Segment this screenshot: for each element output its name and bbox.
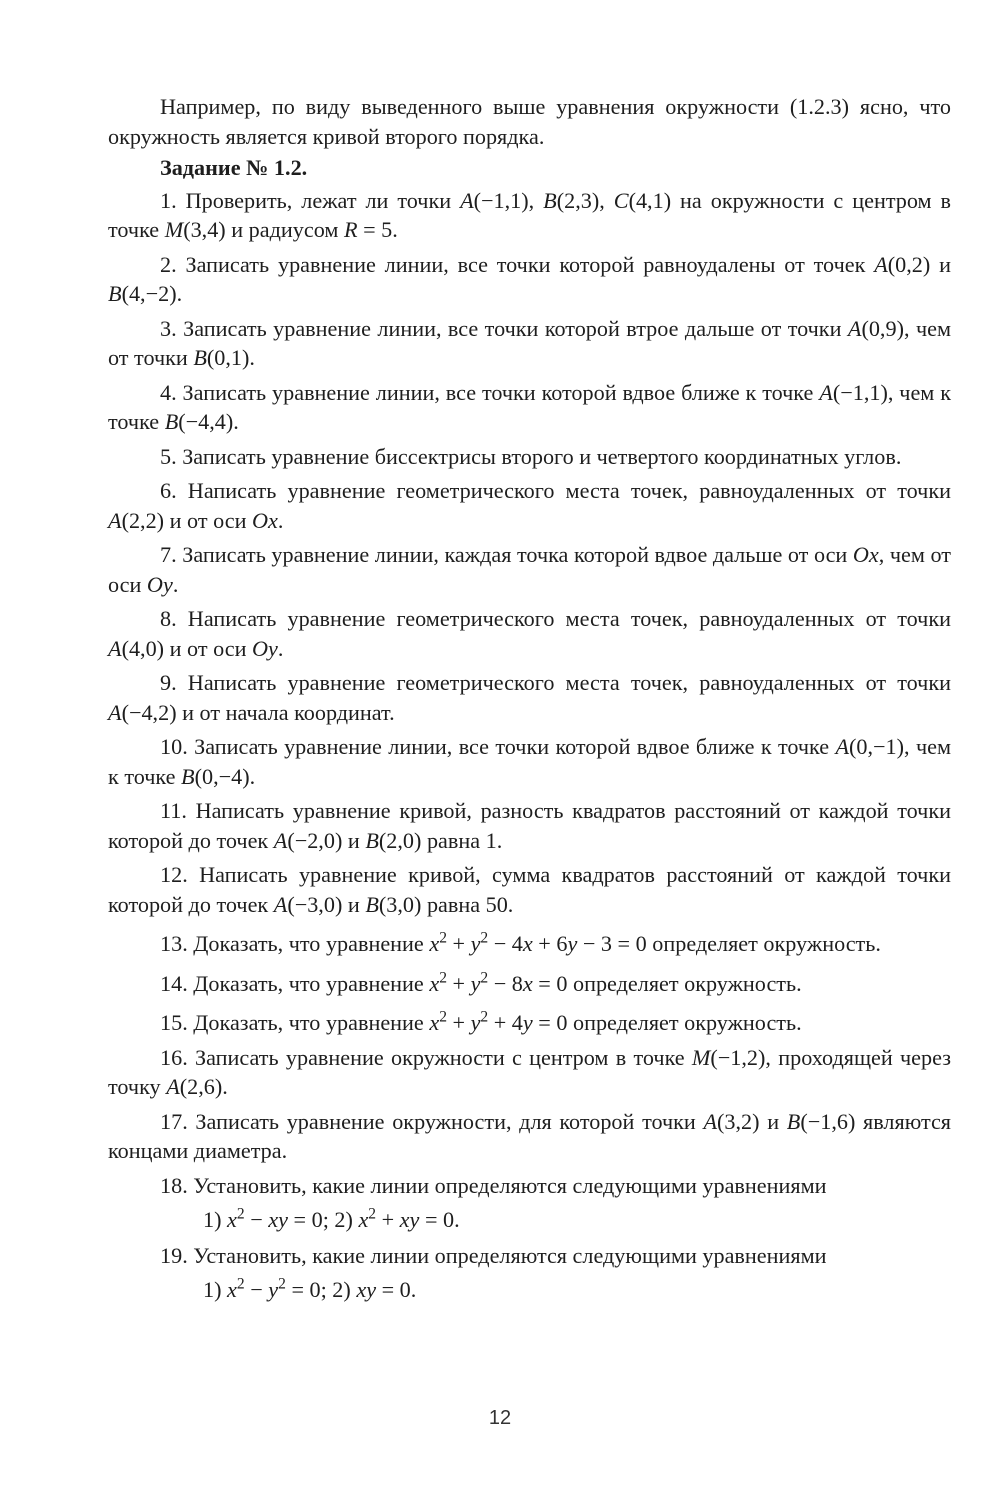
problem-text: Доказать, что уравнение bbox=[193, 970, 430, 996]
problem-number: 2. bbox=[160, 251, 186, 277]
math-expression: M(−1,2) bbox=[691, 1044, 766, 1070]
problem-text: Записать уравнение окружности с центром в точке bbox=[195, 1044, 692, 1070]
math-expression: B(4,−2) bbox=[108, 281, 177, 306]
problem-text: . bbox=[249, 345, 255, 370]
problem-item bbox=[108, 604, 951, 663]
problem-text: Написать уравнение геометрического места точек, равноудаленных от точки bbox=[187, 478, 951, 503]
problem-text: , чем к точке bbox=[108, 379, 952, 434]
problem-text: Доказать, что уравнение bbox=[193, 1010, 430, 1035]
problem-number: 1. bbox=[160, 187, 186, 213]
problem-text: Записать уравнение окружности, для которой точки bbox=[195, 1108, 704, 1134]
problem-text: . bbox=[172, 571, 179, 597]
math-expression: $x^2 + y^2 - 8x = 0$ bbox=[429, 968, 568, 996]
math-expression: A(−2,0) bbox=[273, 827, 343, 853]
problem-item bbox=[108, 969, 951, 999]
problem-text: ; 2) bbox=[320, 1277, 357, 1302]
math-expression: A(−1,1) bbox=[819, 379, 888, 405]
math-expression: Ox bbox=[252, 507, 278, 533]
problem-text: и радиусом bbox=[225, 217, 344, 242]
problem-text: и bbox=[342, 891, 366, 917]
problem-text: Написать уравнение кривой, разность квадратов расстояний от каждой точки которой до точек bbox=[108, 798, 951, 853]
problem-text: . bbox=[454, 1207, 460, 1232]
problem-number: 16. bbox=[160, 1044, 195, 1070]
problem-text: Написать уравнение геометрического места точек, равноудаленных от точки bbox=[187, 606, 951, 631]
problem-item bbox=[108, 1171, 951, 1201]
problem-number: 5. bbox=[160, 443, 183, 469]
problem-item bbox=[108, 860, 951, 919]
math-expression: B(−4,4) bbox=[164, 409, 234, 434]
problem-equations-line bbox=[108, 1275, 951, 1305]
problem-number: 9. bbox=[160, 670, 188, 695]
problem-text: и bbox=[930, 251, 952, 277]
problem-text: . bbox=[392, 217, 398, 242]
math-expression: M(3,4) bbox=[164, 217, 226, 242]
problem-text: и bbox=[759, 1108, 787, 1134]
problem-item bbox=[108, 314, 951, 373]
problem-item bbox=[108, 442, 951, 472]
problem-text: , bbox=[528, 187, 544, 213]
problem-item bbox=[108, 1107, 951, 1166]
math-expression: C(4,1) bbox=[613, 187, 672, 213]
problem-number: 6. bbox=[160, 478, 188, 503]
problem-text: Установить, какие линии определяются следующими уравнениями bbox=[193, 1172, 827, 1198]
problem-text: 1) bbox=[203, 1207, 228, 1232]
problem-text: Написать уравнение геометрического места точек, равноудаленных от точки bbox=[187, 670, 951, 695]
problem-list bbox=[108, 186, 951, 1305]
problem-text: Записать уравнение линии, каждая точка которой вдвое дальше от оси bbox=[182, 542, 853, 567]
problem-text: , чем от оси bbox=[108, 542, 952, 597]
problem-number: 13. bbox=[160, 931, 194, 956]
math-expression: Oy bbox=[146, 571, 173, 597]
math-expression: A(4,0) bbox=[108, 635, 165, 661]
math-expression: A(0,9) bbox=[847, 315, 904, 341]
math-expression: R = 5 bbox=[343, 217, 393, 242]
math-expression: $x^2$ + xy = 0 bbox=[358, 1205, 455, 1232]
math-expression: A(−3,0) bbox=[273, 891, 343, 917]
problem-text: Записать уравнение линии, все точки которой вдвое ближе к точке bbox=[194, 734, 836, 759]
problem-text: и от оси bbox=[164, 635, 253, 661]
problem-item bbox=[108, 250, 951, 309]
math-expression: B(3,0) bbox=[365, 891, 422, 917]
problem-number: 10. bbox=[160, 734, 195, 759]
problem-item bbox=[108, 1043, 951, 1102]
problem-text: . bbox=[176, 281, 183, 306]
problem-text: , bbox=[599, 187, 614, 213]
problem-text: определяет окружность. bbox=[646, 931, 881, 956]
problem-text: Проверить, лежат ли точки bbox=[185, 187, 461, 213]
problem-text: Установить, какие линии определяются следующими уравнениями bbox=[193, 1242, 827, 1268]
page-content bbox=[108, 92, 951, 1311]
problem-item bbox=[108, 929, 951, 959]
problem-text: . bbox=[410, 1277, 417, 1302]
math-expression: B(2,0) bbox=[365, 827, 422, 853]
problem-text: Написать уравнение кривой, сумма квадратов расстояний от каждой точки которой до точек bbox=[108, 862, 951, 917]
math-expression: $x^2 - y^2 = 0$ bbox=[227, 1275, 321, 1302]
problem-text: , чем от точки bbox=[108, 315, 951, 370]
problem-text: Записать уравнение биссектрисы второго и четвертого координатных углов. bbox=[182, 443, 902, 469]
problem-text: Доказать, что уравнение bbox=[193, 931, 430, 956]
problem-equations-line bbox=[108, 1205, 951, 1235]
math-expression: $x^2$ − xy = 0 bbox=[227, 1205, 323, 1232]
problem-number: 8. bbox=[160, 606, 188, 631]
problem-text: являются концами диаметра. bbox=[108, 1108, 951, 1163]
problem-text: определяет окружность. bbox=[567, 970, 802, 996]
math-expression: A(2,2) bbox=[108, 507, 165, 533]
problem-number: 11. bbox=[160, 798, 196, 823]
problem-item bbox=[108, 1241, 951, 1271]
problem-number: 7. bbox=[160, 542, 183, 567]
math-expression: xy = 0 bbox=[356, 1277, 411, 1302]
problem-text: Записать уравнение линии, все точки которой вдвое ближе к точке bbox=[182, 379, 820, 405]
problem-number: 18. bbox=[160, 1172, 194, 1198]
problem-text: равна 50. bbox=[421, 891, 514, 917]
problem-text: равна 1. bbox=[421, 827, 503, 853]
math-expression: A(0,2) bbox=[874, 251, 931, 277]
section-heading: Задание № 1.2. bbox=[160, 155, 308, 180]
math-expression: $x^2 + y^2 - 4x + 6y - 3 = 0$ bbox=[429, 929, 647, 956]
problem-number: 17. bbox=[160, 1108, 196, 1134]
page-number: 12 bbox=[488, 1407, 512, 1429]
problem-text: на окружности с центром в точке bbox=[108, 187, 952, 242]
math-expression: $x^2 + y^2 + 4y = 0$ bbox=[429, 1008, 568, 1035]
problem-text: Записать уравнение линии, все точки которой равноудалены от точек bbox=[185, 251, 875, 277]
problem-text: ; 2) bbox=[322, 1207, 359, 1232]
problem-number: 14. bbox=[160, 970, 194, 996]
problem-number: 12. bbox=[160, 862, 200, 887]
problem-item bbox=[108, 732, 951, 791]
problem-item bbox=[108, 186, 951, 245]
problem-item bbox=[108, 540, 951, 599]
problem-number: 19. bbox=[160, 1242, 194, 1268]
problem-number: 15. bbox=[160, 1010, 194, 1035]
problem-text: . bbox=[249, 763, 256, 789]
problem-text: Записать уравнение линии, все точки которой втрое дальше от точки bbox=[183, 315, 848, 341]
problem-item bbox=[108, 796, 951, 855]
problem-text: 1) bbox=[203, 1277, 228, 1302]
problem-text: . bbox=[222, 1074, 228, 1099]
math-expression: B(−1,6) bbox=[786, 1108, 856, 1134]
math-expression: A(−1,1) bbox=[460, 187, 529, 213]
intro-paragraph: Например, по виду выведенного выше уравнения окружности (1.2.3) ясно, что окружность является кривой второго порядка. bbox=[108, 94, 951, 149]
problem-text: . bbox=[277, 635, 284, 661]
problem-item bbox=[108, 1008, 951, 1038]
math-expression: A(0,−1) bbox=[835, 734, 905, 759]
math-expression: Oy bbox=[252, 635, 278, 661]
math-expression: Ox bbox=[852, 542, 879, 567]
math-expression: B(0,−4) bbox=[181, 763, 250, 789]
problem-text: , чем к точке bbox=[108, 734, 951, 789]
problem-text: определяет окружность. bbox=[567, 1010, 802, 1035]
problem-item bbox=[108, 668, 951, 727]
problem-item bbox=[108, 476, 951, 535]
problem-item bbox=[108, 378, 951, 437]
math-expression: B(0,1) bbox=[193, 345, 250, 370]
problem-number: 3. bbox=[160, 315, 184, 341]
problem-text: и bbox=[342, 827, 366, 853]
problem-text: , проходящей через точку bbox=[108, 1044, 951, 1099]
math-expression: B(2,3) bbox=[543, 187, 600, 213]
problem-text: и от оси bbox=[164, 507, 253, 533]
math-expression: A(3,2) bbox=[703, 1108, 760, 1134]
math-expression: A(−4,2) bbox=[108, 699, 177, 725]
problem-text: . bbox=[233, 409, 239, 434]
math-expression: A(2,6) bbox=[166, 1074, 223, 1099]
problem-text: . bbox=[277, 507, 284, 533]
problem-text: и от начала координат. bbox=[176, 699, 395, 725]
problem-number: 4. bbox=[160, 379, 183, 405]
